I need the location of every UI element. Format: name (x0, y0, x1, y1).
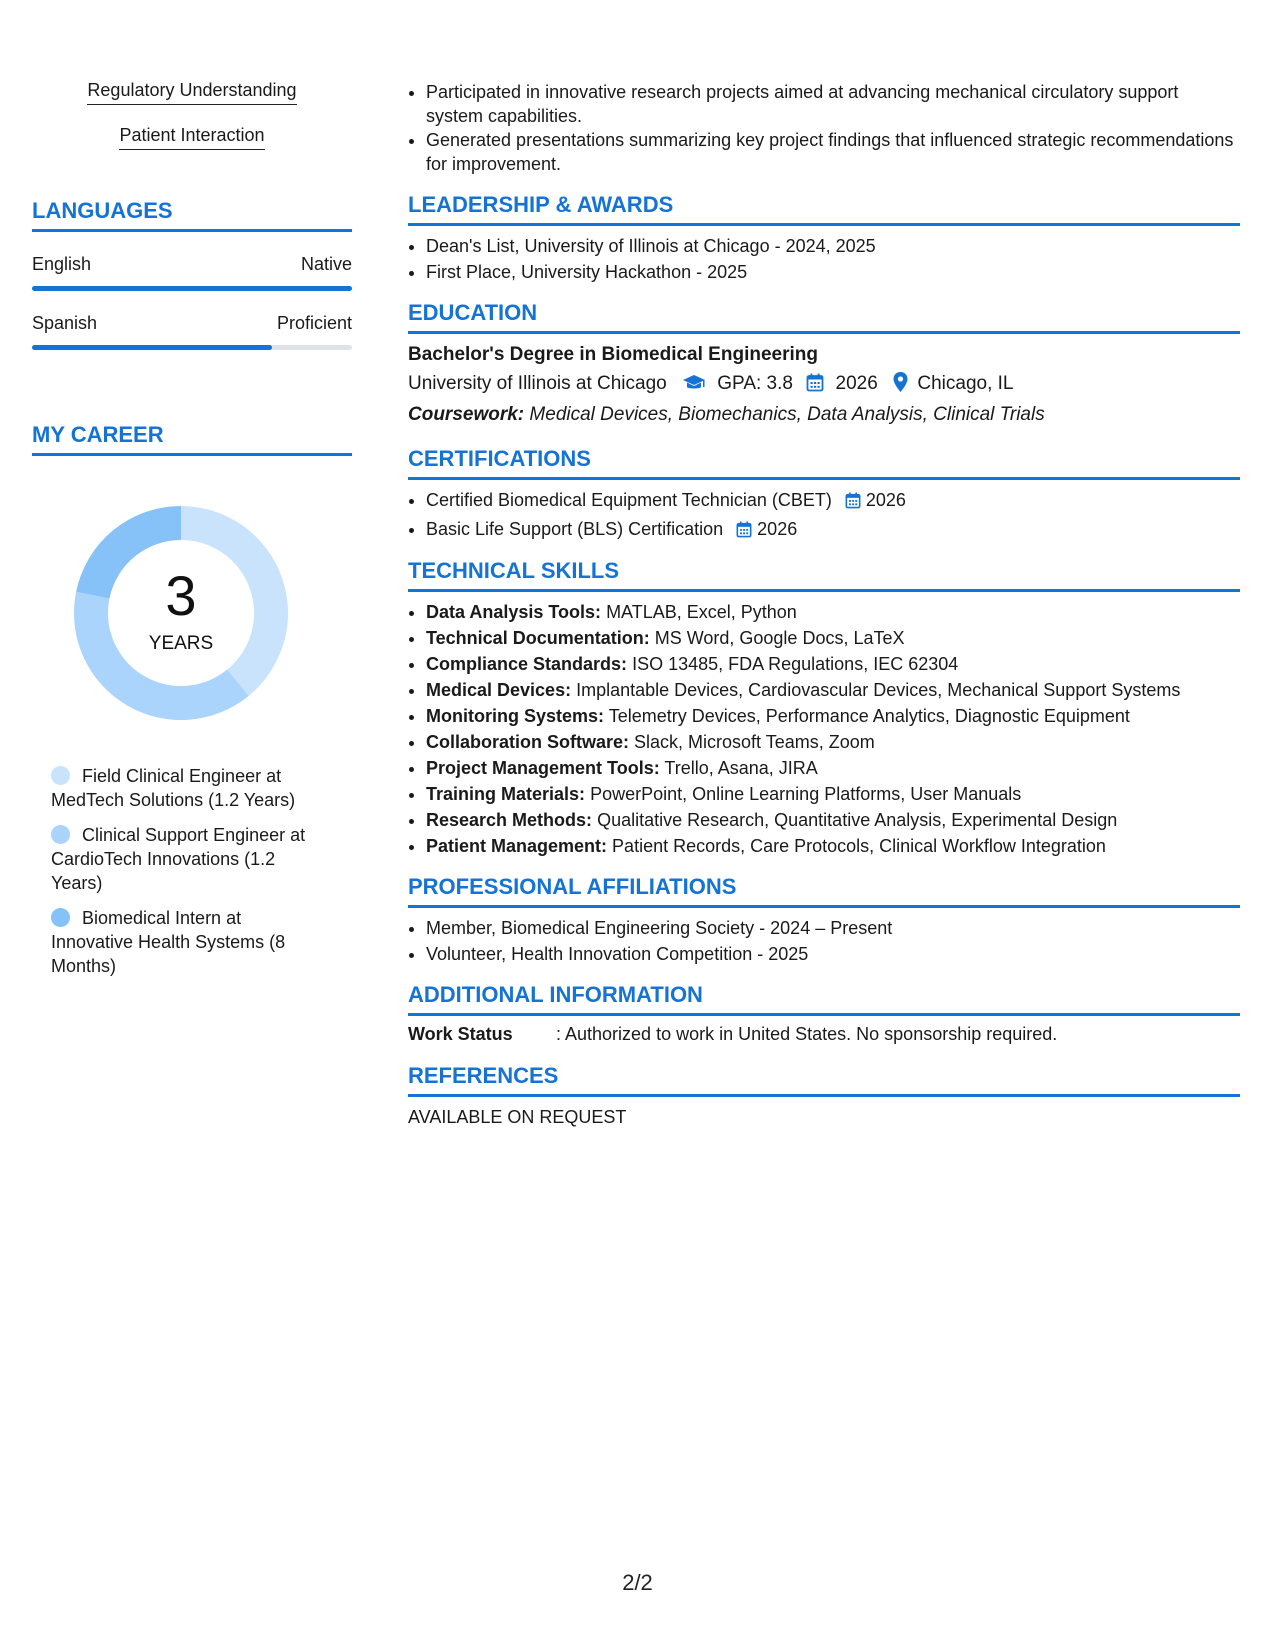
skill-values: Patient Records, Care Protocols, Clinical Workflow Integration (612, 836, 1106, 856)
work-status-label: Work Status (408, 1024, 513, 1044)
career-legend-text: Field Clinical Engineer at MedTech Solutions (1.2 Years) (51, 766, 296, 810)
location-pin-icon (893, 372, 908, 398)
leadership-list (408, 234, 1240, 284)
additional-info-heading: ADDITIONAL INFORMATION (408, 982, 1240, 1016)
career-legend (51, 764, 326, 978)
affiliation-item: • Volunteer, Health Innovation Competition - 2025 (426, 942, 1240, 966)
references-text: AVAILABLE ON REQUEST (408, 1107, 627, 1127)
career-legend-item (51, 764, 326, 812)
technical-skill-item (426, 730, 1240, 754)
career-total-years: 3 (165, 564, 197, 627)
graduation-year: 2026 (835, 373, 878, 394)
education-details (408, 372, 1240, 398)
skill-category: Project Management Tools: (426, 758, 660, 778)
language-level-bar (32, 286, 352, 291)
certification-item (426, 517, 1240, 544)
skill-values: PowerPoint, Online Learning Platforms, User Manuals (590, 784, 1022, 804)
legend-dot-icon (51, 766, 70, 785)
technical-skill-item (426, 678, 1240, 702)
language-name: English (32, 254, 92, 274)
technical-skills-list (408, 600, 1240, 858)
language-level: Native (300, 254, 352, 274)
career-total-unit: YEARS (148, 633, 214, 654)
skill-values: MATLAB, Excel, Python (606, 602, 797, 622)
skill-values: Trello, Asana, JIRA (664, 758, 818, 778)
experience-bullets (408, 80, 1240, 176)
language-item (32, 313, 352, 350)
skill-category: Patient Management: (426, 836, 608, 856)
calendar-icon (845, 491, 861, 515)
work-status-row (408, 1024, 1240, 1045)
skill-values: Slack, Microsoft Teams, Zoom (634, 732, 875, 752)
skill-category: Training Materials: (426, 784, 586, 804)
skill-values: Implantable Devices, Cardiovascular Devices, Mechanical Support Systems (576, 680, 1181, 700)
career-legend-text: Biomedical Intern at Innovative Health Systems (8 Months) (51, 908, 286, 976)
technical-skill-item (426, 756, 1240, 780)
career-legend-text: Clinical Support Engineer at CardioTech Innovations (1.2 Years) (51, 825, 306, 893)
language-item (32, 254, 352, 291)
certification-year: 2026 (757, 519, 798, 539)
skill-category: Research Methods: (426, 810, 593, 830)
technical-skill-item (426, 834, 1240, 858)
skill-category: Monitoring Systems: (426, 706, 605, 726)
career-legend-item (51, 823, 326, 895)
certifications-list (408, 488, 1240, 544)
coursework-label: Coursework: (408, 404, 525, 425)
coursework (408, 404, 1240, 426)
skill-category: Compliance Standards: (426, 654, 628, 674)
languages-heading: LANGUAGES (32, 198, 352, 232)
page-number: 2/2 (622, 1570, 653, 1595)
language-level-fill (32, 345, 272, 350)
language-level-fill (32, 286, 352, 291)
degree-title: Bachelor's Degree in Biomedical Engineering (408, 344, 818, 365)
certification-item (426, 488, 1240, 515)
skill-category: Collaboration Software: (426, 732, 630, 752)
donut-center (66, 498, 296, 728)
technical-skill-item (426, 600, 1240, 624)
school-location: Chicago, IL (917, 373, 1014, 394)
skill-tag: Patient Interaction (119, 125, 264, 150)
technical-skill-item (426, 704, 1240, 728)
technical-skills-heading: TECHNICAL SKILLS (408, 558, 1240, 592)
references-heading: REFERENCES (408, 1063, 1240, 1097)
certification-name: Basic Life Support (BLS) Certification (426, 519, 724, 539)
technical-skill-item (426, 782, 1240, 806)
work-status-value: : Authorized to work in United States. No sponsorship required. (556, 1024, 1058, 1044)
language-level: Proficient (276, 313, 352, 333)
career-legend-item (51, 906, 326, 978)
gpa: GPA: 3.8 (717, 373, 793, 394)
affiliations-list (408, 916, 1240, 966)
coursework-list: Medical Devices, Biomechanics, Data Analysis, Clinical Trials (529, 404, 1045, 425)
certification-year: 2026 (865, 490, 906, 510)
affiliation-item: • Member, Biomedical Engineering Society - 2024 – Present (426, 916, 1240, 940)
school-name: University of Illinois at Chicago (408, 373, 667, 394)
technical-skill-item (426, 652, 1240, 676)
language-level-bar (32, 345, 352, 350)
career-heading: MY CAREER (32, 422, 352, 456)
calendar-icon (736, 520, 752, 544)
technical-skill-item (426, 808, 1240, 832)
skill-tag: Regulatory Understanding (87, 80, 296, 105)
technical-skill-item (426, 626, 1240, 650)
leadership-item: • First Place, University Hackathon - 2025 (426, 260, 1240, 284)
career-donut-chart (66, 498, 296, 728)
language-name: Spanish (32, 313, 98, 333)
left-column (32, 80, 352, 989)
skill-category: Medical Devices: (426, 680, 572, 700)
skill-values: ISO 13485, FDA Regulations, IEC 62304 (632, 654, 959, 674)
skill-values: Telemetry Devices, Performance Analytics, Diagnostic Equipment (608, 706, 1130, 726)
right-column (408, 80, 1240, 1128)
skill-category: Data Analysis Tools: (426, 602, 602, 622)
certification-name: Certified Biomedical Equipment Technician (CBET) (426, 490, 832, 510)
skill-values: Qualitative Research, Quantitative Analysis, Experimental Design (597, 810, 1118, 830)
calendar-icon (806, 373, 824, 398)
graduation-cap-icon (682, 374, 706, 398)
legend-dot-icon (51, 908, 70, 927)
experience-bullet: • Generated presentations summarizing key project findings that influenced strategic recommendations for improvement. (426, 128, 1240, 176)
leadership-heading: LEADERSHIP & AWARDS (408, 192, 1240, 226)
education-heading: EDUCATION (408, 300, 1240, 334)
experience-bullet: • Participated in innovative research projects aimed at advancing mechanical circulatory support system capabilities. (426, 80, 1240, 128)
leadership-item: • Dean's List, University of Illinois at Chicago - 2024, 2025 (426, 234, 1240, 258)
certifications-heading: CERTIFICATIONS (408, 446, 1240, 480)
skill-values: MS Word, Google Docs, LaTeX (654, 628, 905, 648)
skill-category: Technical Documentation: (426, 628, 650, 648)
legend-dot-icon (51, 825, 70, 844)
affiliations-heading: PROFESSIONAL AFFILIATIONS (408, 874, 1240, 908)
